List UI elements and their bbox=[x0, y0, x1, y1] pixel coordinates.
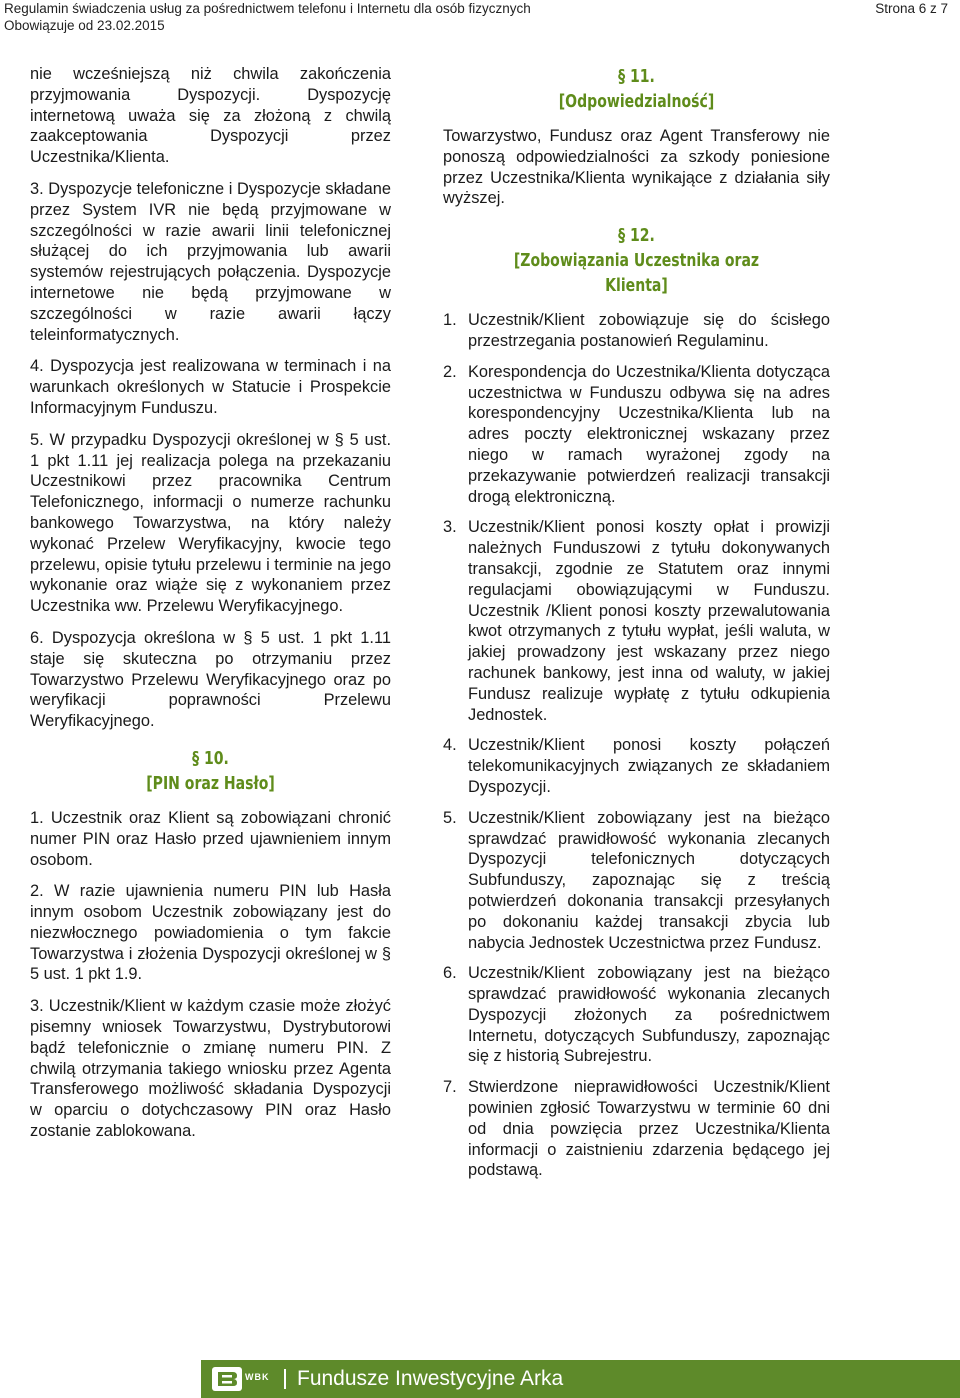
section-10-item-2: 2. W razie ujawnienia numeru PIN lub Hasła innym osobom Uczestnik zobowiązany jest do niezwłocznego powiadomienia o tym fakcie Towarzystwa i złożenia Dyspozycji określonej w § 5 ust. 1 pkt 1.9. bbox=[30, 882, 391, 984]
section-10-title: [PIN oraz Hasło] bbox=[146, 772, 275, 794]
section-11-title: [Odpowiedzialność] bbox=[558, 91, 715, 112]
section-10-number: § 10. bbox=[192, 747, 229, 769]
footer-divider bbox=[284, 1369, 286, 1389]
right-column bbox=[443, 64, 830, 1191]
header-left bbox=[4, 0, 531, 34]
item-text: Uczestnik/Klient ponosi koszty połączeń telekomunikacyjnych związanych ze składaniem Dyspozycji. bbox=[468, 736, 830, 796]
item-number: 4. bbox=[443, 736, 457, 755]
continuation-paragraph: nie wcześniejszą niż chwila zakończenia przyjmowania Dyspozycji. Dyspozycję internetową uważa się za złożoną z chwilą zaakceptowania Dyspozycji przez Uczestnika/Klienta. bbox=[30, 65, 391, 167]
paragraph-item-3: 3. Dyspozycje telefoniczne i Dyspozycje składane przez System IVR nie będą przyjmowane w szczególności w razie awarii linii telefonicznej służącej do ich przyjmowania lub awarii systemów rejestrujących połączenia. Dyspozycje internetowe nie będą przyjmowane w szczególności w razie awarii łączy teleinformatycznych. bbox=[30, 179, 391, 344]
section-11-number: § 11. bbox=[618, 66, 655, 87]
item-text: Uczestnik/Klient zobowiązany jest na bieżąco sprawdzać prawidłowość wykonania zlecanych Dyspozycji złożonych za pośrednictwem Internetu, dotyczących Subfunduszy, zapoznając się z historią Subrejestru. bbox=[468, 964, 830, 1066]
left-column bbox=[30, 64, 391, 1153]
footer-brand-text: Fundusze Inwestycyjne Arka bbox=[297, 1367, 564, 1390]
item-text: Uczestnik/Klient zobowiązuje się do ścisłego przestrzegania postanowień Regulaminu. bbox=[468, 311, 830, 350]
item-number: 1. bbox=[443, 311, 457, 330]
section-12-heading bbox=[486, 223, 788, 298]
section-12-item bbox=[443, 517, 830, 725]
section-12-item bbox=[443, 362, 830, 508]
paragraph-item-4: 4. Dyspozycja jest realizowana w terminach i na warunkach określonych w Statucie i Prospekcie Informacyjnym Funduszu. bbox=[30, 357, 391, 417]
section-12-item bbox=[443, 735, 830, 797]
paragraph-item-6: 6. Dyspozycja określona w § 5 ust. 1 pkt 1.11 staje się skuteczna po otrzymaniu przez Towarzystwo Przelewu Weryfikacyjnego oraz po weryfikacji poprawności Przelewu Weryfikacyjnego. bbox=[30, 628, 391, 731]
paragraph-item-5: 5. W przypadku Dyspozycji określonej w § 5 ust. 1 pkt 1.11 jej realizacja polega na przekazaniu Uczestnikowi przez pracownika Centrum Telefonicznego, informacji o numerze rachunku bankowego Towarzystwa, na który należy wykonać Przelew Weryfikacyjny, kwocie tego przelewu, opisie tytułu przelewu i terminie na jego wykonanie oraz wiąże się z wykonaniem przez Uczestnika ww. Przelewu Weryfikacyjnego. bbox=[30, 430, 391, 616]
page-header bbox=[4, 0, 960, 34]
item-number: 6. bbox=[443, 964, 457, 983]
section-12-item bbox=[443, 963, 830, 1067]
bank-mark-text: WBK bbox=[245, 1372, 270, 1382]
item-number: 5. bbox=[443, 808, 457, 827]
section-12-title: [Zobowiązania Uczestnika oraz Klienta] bbox=[513, 250, 760, 297]
page-number: Strona 6 z 7 bbox=[875, 1, 948, 16]
item-number: 7. bbox=[443, 1078, 457, 1097]
section-11-heading bbox=[486, 64, 788, 114]
section-10-item-1: 1. Uczestnik oraz Klient są zobowiązani chronić numer PIN oraz Hasło przed ujawnieniem innym osobom. bbox=[30, 808, 391, 869]
section-12-item bbox=[443, 1077, 830, 1181]
section-12-number: § 12. bbox=[618, 225, 655, 247]
item-text: Uczestnik/Klient zobowiązany jest na bieżąco sprawdzać prawidłowość wykonania zlecanych Dyspozycji telefonicznych dotyczących Subfunduszy, zapoznając się z treścią potwierdzeń dokonania transakcji przesyłanych po dokonaniu każdej transakcji zbycia lub nabycia Jednostek Uczestnictwa przez Fundusz. bbox=[468, 808, 830, 952]
item-text: Stwierdzone nieprawidłowości Uczestnik/Klient powinien zgłosić Towarzystwu w terminie 60 dni od dnia powzięcia przez Uczestnika/Klienta informacji o zaistnieniu zdarzenia będącego jej podstawą. bbox=[468, 1078, 830, 1180]
item-text: Uczestnik/Klient ponosi koszty opłat i prowizji należnych Funduszowi z tytułu dokonywanych transakcji, zgodnie ze Statutem oraz innymi regulacjami obowiązującymi w Funduszu. Uczestnik /Klient ponosi koszty przewalutowania kwot otrzymanych z tytułu wypłat, jeśli waluta, w jakiej prowadzony jest wskazany przez niego rachunek bankowy, jest inna od waluty, w jakiej Fundusz realizuje wypłatę z tytułu odkupienia Jednostek. bbox=[468, 518, 830, 724]
item-text: Korespondencja do Uczestnika/Klienta dotycząca uczestnictwa w Funduszu odbywa się na adres korespondencyjny Uczestnika/Klienta lub na adres poczty elektronicznej wskazany przez niego w ramach wyrażonej zgody na przekazywanie potwierdzeń realizacji transakcji drogą elektroniczną. bbox=[468, 362, 830, 506]
section-10-heading bbox=[70, 746, 352, 796]
section-12-item bbox=[443, 310, 830, 352]
document-title: Regulamin świadczenia usług za pośrednictwem telefonu i Internetu dla osób fizycznych bbox=[4, 1, 531, 16]
item-number: 3. bbox=[443, 518, 457, 537]
footer-brand-bar bbox=[201, 1360, 960, 1398]
section-12-item bbox=[443, 808, 830, 954]
valid-from-date: Obowiązuje od 23.02.2015 bbox=[4, 18, 165, 33]
section-10-item-3: 3. Uczestnik/Klient w każdym czasie może złożyć pisemny wniosek Towarzystwu, Dystrybutorowi bądź telefonicznie o zmianę numeru PIN. Z chwilą otrzymania takiego wniosku przez Agenta Transferowego możliwość składania Dyspozycji w oparciu o dotychczasowy PIN oraz Hasło zostanie zablokowana. bbox=[30, 997, 391, 1141]
item-number: 2. bbox=[443, 362, 457, 381]
section-11-body: Towarzystwo, Fundusz oraz Agent Transferowy nie ponoszą odpowiedzialności za szkody poniesione przez Uczestnika/Klienta wynikające z działania siły wyższej. bbox=[443, 127, 830, 208]
bank-logo-icon bbox=[211, 1366, 243, 1392]
